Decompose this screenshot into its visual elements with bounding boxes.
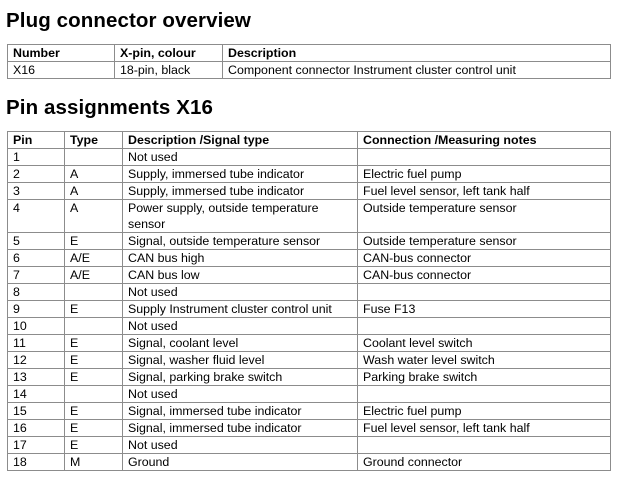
- pin-type: A: [65, 200, 123, 233]
- pin-row: [8, 454, 611, 471]
- pin-assignments-heading: Pin assignments X16: [6, 96, 213, 119]
- pins-header-type: Type: [65, 132, 123, 149]
- pin-number: 16: [8, 420, 65, 437]
- pin-number: 4: [8, 200, 65, 233]
- pin-description: Power supply, outside temperature sensor: [123, 200, 358, 233]
- pin-number: 1: [8, 149, 65, 166]
- pin-description: Supply, immersed tube indicator: [123, 166, 358, 183]
- pin-type: A: [65, 166, 123, 183]
- pin-description: Supply, immersed tube indicator: [123, 183, 358, 200]
- pin-connection: Outside temperature sensor: [358, 200, 611, 233]
- pin-description: Not used: [123, 386, 358, 403]
- pin-type: E: [65, 437, 123, 454]
- pin-description: Signal, immersed tube indicator: [123, 420, 358, 437]
- pin-connection: CAN-bus connector: [358, 250, 611, 267]
- pins-header-pin: Pin: [8, 132, 65, 149]
- pin-row: [8, 166, 611, 183]
- overview-header-description: Description: [223, 45, 611, 62]
- pins-header-connection: Connection /Measuring notes: [358, 132, 611, 149]
- pin-number: 2: [8, 166, 65, 183]
- pin-type: [65, 284, 123, 301]
- pin-description: CAN bus low: [123, 267, 358, 284]
- pin-number: 14: [8, 386, 65, 403]
- pin-number: 18: [8, 454, 65, 471]
- overview-cell-number: X16: [8, 62, 115, 79]
- pin-connection: Wash water level switch: [358, 352, 611, 369]
- pin-number: 6: [8, 250, 65, 267]
- pin-connection: [358, 437, 611, 454]
- pin-description: Ground: [123, 454, 358, 471]
- pin-connection: [358, 386, 611, 403]
- pin-row: [8, 267, 611, 284]
- pin-number: 5: [8, 233, 65, 250]
- pin-description: CAN bus high: [123, 250, 358, 267]
- pin-type: E: [65, 352, 123, 369]
- pin-row: [8, 386, 611, 403]
- pin-type: A/E: [65, 250, 123, 267]
- pins-header-description: Description /Signal type: [123, 132, 358, 149]
- pin-type: E: [65, 369, 123, 386]
- pin-number: 10: [8, 318, 65, 335]
- pin-description: Signal, outside temperature sensor: [123, 233, 358, 250]
- pin-number: 13: [8, 369, 65, 386]
- pin-description: Supply Instrument cluster control unit: [123, 301, 358, 318]
- pin-number: 7: [8, 267, 65, 284]
- overview-header-number: Number: [8, 45, 115, 62]
- pin-row: [8, 369, 611, 386]
- pin-type: [65, 386, 123, 403]
- pin-connection: [358, 149, 611, 166]
- pin-description: Signal, washer fluid level: [123, 352, 358, 369]
- pin-row: [8, 403, 611, 420]
- pin-number: 15: [8, 403, 65, 420]
- overview-header-row: [8, 45, 611, 62]
- pin-type: E: [65, 420, 123, 437]
- pin-number: 8: [8, 284, 65, 301]
- pin-type: A: [65, 183, 123, 200]
- pin-connection: Ground connector: [358, 454, 611, 471]
- overview-cell-description: Component connector Instrument cluster control unit: [223, 62, 611, 79]
- pin-number: 11: [8, 335, 65, 352]
- pin-connection: Electric fuel pump: [358, 166, 611, 183]
- pin-description: Signal, coolant level: [123, 335, 358, 352]
- pin-number: 17: [8, 437, 65, 454]
- pin-row: [8, 149, 611, 166]
- pin-row: [8, 301, 611, 318]
- pin-type: A/E: [65, 267, 123, 284]
- pin-connection: Coolant level switch: [358, 335, 611, 352]
- pin-type: E: [65, 403, 123, 420]
- pin-type: [65, 149, 123, 166]
- pin-description: Not used: [123, 284, 358, 301]
- pin-number: 3: [8, 183, 65, 200]
- pin-assignments-table: [7, 131, 611, 471]
- pin-row: [8, 200, 611, 233]
- overview-cell-xpin-colour: 18-pin, black: [115, 62, 223, 79]
- pin-connection: [358, 284, 611, 301]
- pin-connection: Electric fuel pump: [358, 403, 611, 420]
- pin-row: [8, 352, 611, 369]
- pin-connection: [358, 318, 611, 335]
- pin-connection: Fuse F13: [358, 301, 611, 318]
- pin-description: Signal, parking brake switch: [123, 369, 358, 386]
- pin-description: Not used: [123, 437, 358, 454]
- pin-row: [8, 284, 611, 301]
- pin-number: 9: [8, 301, 65, 318]
- pin-description: Not used: [123, 149, 358, 166]
- pin-row: [8, 250, 611, 267]
- pin-type: [65, 318, 123, 335]
- pin-row: [8, 318, 611, 335]
- pin-type: E: [65, 335, 123, 352]
- pin-type: E: [65, 233, 123, 250]
- pin-row: [8, 233, 611, 250]
- pin-connection: Outside temperature sensor: [358, 233, 611, 250]
- overview-heading: Plug connector overview: [6, 9, 251, 32]
- pin-row: [8, 437, 611, 454]
- pin-connection: CAN-bus connector: [358, 267, 611, 284]
- pin-type: M: [65, 454, 123, 471]
- overview-header-xpin-colour: X-pin, colour: [115, 45, 223, 62]
- connector-overview-table: [7, 44, 611, 79]
- pin-row: [8, 183, 611, 200]
- pins-header-row: [8, 132, 611, 149]
- pin-number: 12: [8, 352, 65, 369]
- pin-connection: Parking brake switch: [358, 369, 611, 386]
- pin-description: Not used: [123, 318, 358, 335]
- pin-description: Signal, immersed tube indicator: [123, 403, 358, 420]
- pin-row: [8, 335, 611, 352]
- pin-connection: Fuel level sensor, left tank half: [358, 183, 611, 200]
- overview-row: [8, 62, 611, 79]
- pin-row: [8, 420, 611, 437]
- pin-type: E: [65, 301, 123, 318]
- pin-connection: Fuel level sensor, left tank half: [358, 420, 611, 437]
